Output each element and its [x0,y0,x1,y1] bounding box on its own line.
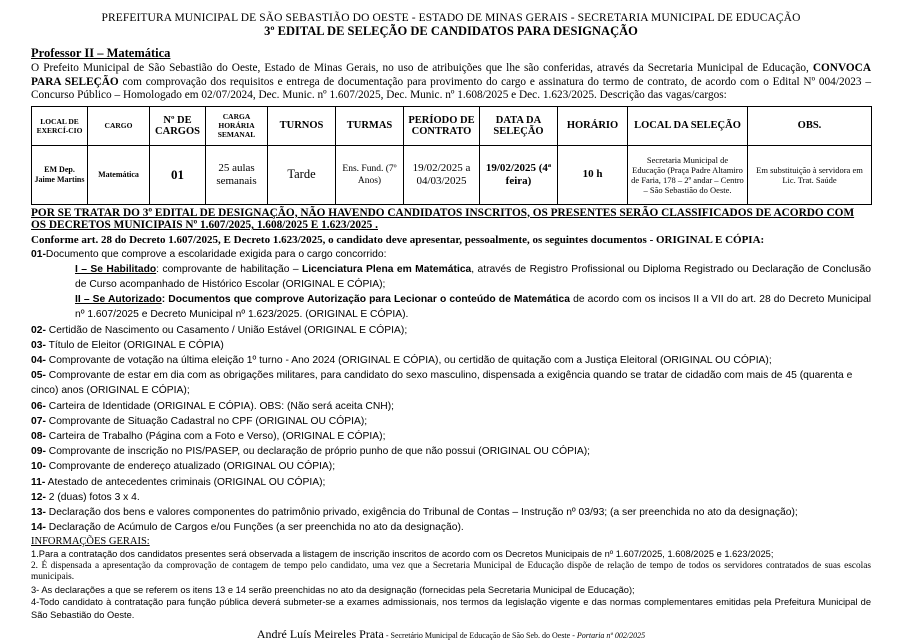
intro-paragraph [31,62,871,103]
item-text: Certidão de Nascimento ou Casamento / União Estável (ORIGINAL E CÓPIA); [45,324,408,336]
cell-data: 19/02/2025 (4ª feira) [480,145,558,204]
intro-text-2: com comprovação dos requisitos e entrega de documentação para provimento do cargo e assinatura do termo de contrato, de acordo com o Edital Nº 004/2023 – Concurso Público – Homologado em 02/07/2024, Dec. Munic. nº 1.607/2025, Dec. Munic. nº 1.608/2025 e Dec. 1.623/2025. Descrição das vagas/cargos: [31,75,871,101]
list-item [31,262,871,292]
list-item [31,490,871,505]
item-text: Carteira de Trabalho (Página com a Foto e Verso), (ORIGINAL E CÓPIA); [45,430,386,442]
info-line: 4-Todo candidato à contratação para função pública deverá submeter-se a exames admissionais, nos termos da legislação vigente e das normas complementares emitidas pela Prefeitura Municipal de São Sebastião do Oeste. [31,597,871,620]
cell-local: EM Dep. Jaime Martins [32,145,88,204]
sub-text: de acordo com os incisos II a VII do art. 28 do Decreto Municipal nº 1.607/2025 e Decreto Municipal nº 1.623/2025. (ORIGINAL E CÓPIA). [75,294,871,321]
th-data: DATA DA SELEÇÃO [480,106,558,145]
item-number: 12- [31,491,46,503]
document-title: 3º EDITAL DE SELEÇÃO DE CANDIDATOS PARA DESIGNAÇÃO [264,24,638,38]
item-number: 03- [31,339,46,351]
list-item [31,323,871,338]
item-number: 10- [31,461,46,473]
cell-carga: 25 aulas semanais [206,145,268,204]
list-item [31,353,871,368]
list-item [31,292,871,322]
item-number: 13- [31,506,46,518]
th-carga: CARGA HORÁRIA SEMANAL [206,106,268,145]
list-item [31,368,871,398]
documents-list [31,323,871,536]
sub-text: , através de Registro Profissional ou Diploma Registrado ou Declaração de Conclusão de Curso acompanhado de Histórico Escolar (ORIGINAL E CÓPIA); [75,263,871,290]
intro-text-1: O Prefeito Municipal de São Sebastião do Oeste, Estado de Minas Gerais, no uso de atribuições que lhe são conferidas, através da Secretaria Municipal de Educação, [31,62,813,74]
info-line: 1.Para a contratação dos candidatos presentes será observada a listagem de inscrição inscritos de acordo com os Decretos Municipais de nº 1.607/2025, 1.608/2025 e 1.623/2025; [31,549,774,560]
th-cargo: CARGO [88,106,150,145]
item-number: 09- [31,446,46,458]
th-local: LOCAL DE EXERCÍ-CIO [32,106,88,145]
item-text: 2 (duas) fotos 3 x 4. [45,491,140,503]
item-number: 02- [31,324,46,336]
list-item [31,247,871,262]
item-text: Declaração de Acúmulo de Cargos e/ou Funções (a ser preenchida no ato da designação). [45,522,464,534]
item-text: Carteira de Identidade (ORIGINAL E CÓPIA). OBS: (Não será aceita CNH); [45,400,395,412]
cell-horario: 10 h [558,145,628,204]
th-turmas: TURMAS [336,106,404,145]
info-line: 2. É dispensada a apresentação da comprovação de contagem de tempo pelo candidato, uma vez que a Secretaria Municipal de Educação dispõe de relação de tempo de todos os servidores contratados de suas escolas municipais. [31,560,871,583]
item-text: Atestado de antecedentes criminais (ORIGINAL OU CÓPIA); [45,476,326,488]
item-number: 01- [31,248,46,260]
list-item [31,338,871,353]
item-text: Comprovante de estar em dia com as obrigações militares, para candidato do sexo masculino, dispensada a exigência quando se tratar de cidadão com mais de 45 (quarenta e cinco) anos (ORIGINAL E CÓPIA); [31,370,853,397]
item-number: 11- [31,476,46,488]
info-title: INFORMAÇÕES GERAIS: [31,536,150,548]
signature-name: André Luís Meireles Prata [256,627,384,642]
item-text: Documento que comprove a escolaridade exigida para o cargo concorrido: [45,248,387,260]
item-text: Comprovante de Situação Cadastral no CPF (ORIGINAL OU CÓPIA); [45,415,368,427]
cell-turno: Tarde [268,145,336,204]
th-horario: HORÁRIO [558,106,628,145]
item-number: 08- [31,430,46,442]
signature-block [31,625,871,643]
notice-text: POR SE TRATAR DO 3º EDITAL DE DESIGNAÇÃO, NÃO HAVENDO CANDIDATOS INSCRITOS, OS PRESENTES SERÃO CLASSIFICADOS DE ACORDO COM OS DECRETOS MUNICIPAIS Nº 1.607/2025, 1.608/2025 E 1.623/2025 . [31,206,855,231]
conforme-text: Conforme art. 28 do Decreto 1.607/2025, E Decreto 1.623/2025, o candidato deve apresentar, pessoalmente, os seguintes documentos - ORIGINAL E CÓPIA: [31,233,765,246]
list-item [31,444,871,459]
cell-turmas: Ens. Fund. (7º Anos) [336,145,404,204]
info-line: 3- As declarações a que se referem os itens 13 e 14 serão preenchidas no ato da designação (fornecidas pela Secretaria Municipal de Educação); [31,584,635,595]
list-item [31,475,871,490]
sub-label-autorizado: II – Se Autorizado [75,294,162,306]
item-number: 04- [31,354,46,366]
item-text: Comprovante de endereço atualizado (ORIGINAL OU CÓPIA); [45,461,336,473]
cell-cargo: Matemática [88,145,150,204]
item-number: 05- [31,370,46,382]
item-number: 07- [31,415,46,427]
sub-text: : comprovante de habilitação – [156,263,302,275]
intro-bold: CONVOCA PARA SELEÇÃO [31,62,871,88]
list-item [31,459,871,474]
list-item [31,520,871,535]
table-header-row [32,106,872,145]
th-obs: OBS. [748,106,872,145]
list-item [31,505,871,520]
list-item [31,399,871,414]
document-page [31,12,871,643]
cell-periodo: 19/02/2025 a 04/03/2025 [404,145,480,204]
item-number: 14- [31,522,46,534]
cell-obs: Em substituição à servidora em Lic. Trat. Saúde [748,145,872,204]
th-periodo: PERÍODO DE CONTRATO [404,106,480,145]
cell-local-selecao: Secretaria Municipal de Educação (Praça Padre Altamiro de Faria, 178 – 2º andar – Centro – São Sebastião do Oeste. [628,145,748,204]
th-local-selecao: LOCAL DA SELEÇÃO [628,106,748,145]
signature-portaria: Portaria nº 002/2025 [576,631,646,641]
item-text: Declaração dos bens e valores componentes do patrimônio privado, exigência do Tribunal de Contas – Instrução nº 03/93; (a ser preenchida no ato da designação); [45,506,798,518]
signature-role: - Secretário Municipal de Educação de São Seb. do Oeste - [383,631,577,641]
item-text: Título de Eleitor (ORIGINAL E CÓPIA) [45,339,224,351]
section-title: Professor II – Matemática [31,46,171,60]
list-item [31,414,871,429]
list-item [31,429,871,444]
vacancies-table [31,106,872,205]
sub-bold: : Documentos que comprove Autorização para Lecionar o conteúdo de Matemática [161,294,570,306]
th-turnos: TURNOS [268,106,336,145]
sub-bold: Licenciatura Plena em Matemática [301,263,472,275]
sub-label-habilitado: I – Se Habilitado [75,263,157,275]
th-num-cargos: Nº DE CARGOS [150,106,206,145]
item-number: 06- [31,400,46,412]
item-text: Comprovante de inscrição no PIS/PASEP, ou declaração de próprio punho de que não possui (ORIGINAL OU CÓPIA); [45,446,591,458]
header-institution: PREFEITURA MUNICIPAL DE SÃO SEBASTIÃO DO OESTE - ESTADO DE MINAS GERAIS - SECRETARIA MUNICIPAL DE EDUCAÇÃO [101,12,801,24]
cell-num: 01 [150,145,206,204]
table-row [32,145,872,204]
item-text: Comprovante de votação na última eleição 1º turno - Ano 2024 (ORIGINAL E CÓPIA), ou certidão de quitação com a Justiça Eleitoral (ORIGINAL OU CÓPIA); [45,354,772,366]
